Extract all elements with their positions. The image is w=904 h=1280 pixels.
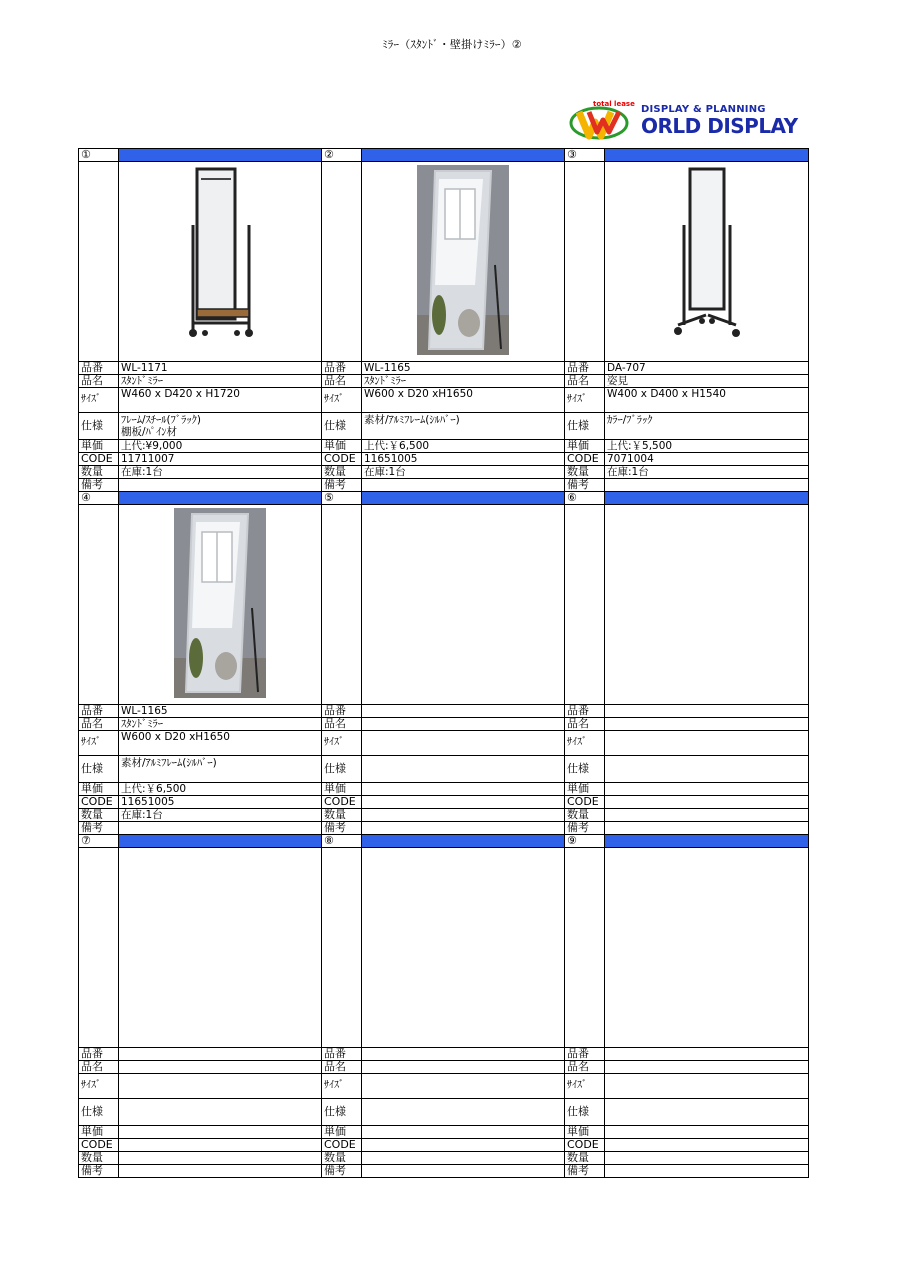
sheet-row [79,783,322,796]
item-shiyou [119,1099,322,1125]
item-number: ⑦ [79,835,119,847]
sheet-row [565,149,809,162]
product-block [79,149,809,492]
item-number: ② [322,149,362,161]
item-tanka [119,1126,322,1138]
product-sheet [78,148,809,1178]
row-label: 備考 [322,822,362,834]
header-bar [119,492,322,504]
row-label: 仕様 [565,756,605,782]
item-hinmei: ｽﾀﾝﾄﾞﾐﾗｰ [119,375,322,387]
item-bikou [119,479,322,491]
item-code: 11711007 [119,453,322,465]
row-label: 仕様 [79,756,119,782]
row-label: 品番 [79,705,119,717]
item-bikou [119,822,322,834]
row-label: 備考 [79,822,119,834]
sheet-row [322,848,565,1048]
sheet-row [79,705,322,718]
row-label: 品名 [565,1061,605,1073]
row-label: 品番 [79,362,119,374]
item-hinban: WL-1171 [119,362,322,374]
product-card [79,835,322,1178]
item-size [119,1074,322,1098]
item-hinban [605,1048,809,1060]
row-label: 品番 [322,1048,362,1060]
sheet-row [79,835,322,848]
item-shiyou [362,1099,565,1125]
sheet-row [322,162,565,362]
spec-line: ｶﾗｰ/ﾌﾞﾗｯｸ [607,414,653,426]
sheet-row [322,731,565,756]
item-size [605,731,809,755]
product-image-cell [362,162,565,361]
row-label: 品番 [322,705,362,717]
spec-line: ﾌﾚｰﾑ/ｽﾁｰﾙ(ﾌﾞﾗｯｸ) [121,414,201,426]
sheet-row [322,362,565,375]
sheet-row [79,1152,322,1165]
sheet-row [565,1126,809,1139]
standing-mirror-image [175,165,265,340]
sheet-row [79,453,322,466]
row-label: 備考 [565,1165,605,1177]
header-bar [119,835,322,847]
header-bar [362,149,565,161]
item-suuryou [605,1152,809,1164]
sheet-row [322,413,565,440]
item-suuryou [362,1152,565,1164]
row-label [322,162,362,361]
row-label: ｻｲｽﾞ [565,388,605,412]
row-label: ｻｲｽﾞ [322,388,362,412]
sheet-row [322,1048,565,1061]
product-image-cell [605,162,809,361]
logo-name: ORLD DISPLAY [641,114,798,138]
row-label: 単価 [322,783,362,795]
item-shiyou [605,756,809,782]
row-label [79,505,119,704]
product-card [565,835,809,1178]
header-bar [605,492,809,504]
item-hinmei [119,1061,322,1073]
item-size: W600 x D20 xH1650 [119,731,322,755]
item-hinmei [605,718,809,730]
sheet-row [565,796,809,809]
row-label: 備考 [322,1165,362,1177]
row-label: 品番 [565,705,605,717]
product-block [79,835,809,1178]
row-label: 品名 [565,375,605,387]
sheet-row [565,731,809,756]
row-label: 仕様 [565,1099,605,1125]
sheet-row [322,796,565,809]
item-bikou [605,822,809,834]
sheet-row [322,1061,565,1074]
logo-subtitle: DISPLAY & PLANNING [641,104,766,115]
product-image-cell [362,848,565,1047]
sheet-row [565,453,809,466]
sheet-row [322,492,565,505]
header-bar [362,835,565,847]
sheet-row [79,362,322,375]
product-block [79,492,809,835]
sheet-row [322,388,565,413]
sheet-row [322,453,565,466]
row-label: 備考 [565,479,605,491]
item-size [362,731,565,755]
row-label: CODE [322,796,362,808]
item-suuryou: 在庫:1台 [119,466,322,478]
sheet-row [565,1139,809,1152]
row-label: 単価 [322,1126,362,1138]
row-label: CODE [79,1139,119,1151]
item-size: W600 x D20 xH1650 [362,388,565,412]
row-label: CODE [322,1139,362,1151]
sheet-row [79,375,322,388]
item-size [605,1074,809,1098]
sheet-row [79,466,322,479]
item-tanka: 上代:￥6,500 [362,440,565,452]
sheet-row [565,1099,809,1126]
row-label: ｻｲｽﾞ [79,1074,119,1098]
header-bar [605,835,809,847]
row-label: ｻｲｽﾞ [79,731,119,755]
item-hinban [362,1048,565,1060]
sheet-row [322,718,565,731]
sheet-row [322,1099,565,1126]
sheet-row [79,1099,322,1126]
item-hinban: WL-1165 [119,705,322,717]
row-label: 単価 [322,440,362,452]
row-label: 数量 [322,466,362,478]
product-card [565,492,809,835]
sheet-row [322,756,565,783]
row-label: 品番 [79,1048,119,1060]
sheet-row [565,362,809,375]
sheet-row [565,466,809,479]
item-code [605,1139,809,1151]
row-label: 備考 [79,1165,119,1177]
cheval-mirror-image [672,165,742,340]
sheet-row [322,822,565,835]
row-label: 品番 [322,362,362,374]
row-label: CODE [79,796,119,808]
row-label: 数量 [565,1152,605,1164]
row-label: 数量 [79,1152,119,1164]
sheet-row [322,149,565,162]
item-bikou [119,1165,322,1177]
row-label: 仕様 [322,1099,362,1125]
sheet-row [322,1152,565,1165]
row-label: CODE [565,453,605,465]
item-number: ④ [79,492,119,504]
row-label: 品名 [322,718,362,730]
product-image-cell [119,505,322,704]
sheet-row [79,505,322,705]
row-label: 単価 [565,440,605,452]
product-card [322,492,565,835]
w-logo-icon [569,106,639,140]
sheet-row [79,1074,322,1099]
item-code [362,796,565,808]
item-tanka [362,783,565,795]
row-label: 品名 [565,718,605,730]
item-suuryou [362,809,565,821]
row-label: ｻｲｽﾞ [565,731,605,755]
sheet-row [322,505,565,705]
product-image-cell [605,848,809,1047]
header-bar [119,149,322,161]
sheet-row [322,1126,565,1139]
row-label: 仕様 [322,756,362,782]
row-label: 品番 [565,362,605,374]
row-label: 備考 [565,822,605,834]
sheet-row [79,413,322,440]
sheet-row [79,756,322,783]
item-size: W400 x D400 x H1540 [605,388,809,412]
leaning-mirror-image [417,165,509,355]
row-label: 品番 [565,1048,605,1060]
item-bikou [362,479,565,491]
row-label: 仕様 [322,413,362,439]
product-card [322,149,565,492]
item-suuryou: 在庫:1台 [362,466,565,478]
item-tanka [362,1126,565,1138]
sheet-row [565,705,809,718]
product-card [565,149,809,492]
sheet-row [79,822,322,835]
row-label: 単価 [565,783,605,795]
sheet-row [565,1061,809,1074]
product-card [322,835,565,1178]
row-label: 数量 [322,1152,362,1164]
item-size [362,1074,565,1098]
item-hinban: DA-707 [605,362,809,374]
sheet-row [565,1048,809,1061]
row-label: 単価 [79,1126,119,1138]
sheet-row [79,1139,322,1152]
sheet-row [79,492,322,505]
sheet-row [79,1061,322,1074]
item-suuryou: 在庫:1台 [119,809,322,821]
row-label: 数量 [565,466,605,478]
spec-line: 棚板/ﾊﾟｲﾝ材 [121,426,178,438]
row-label: 品名 [322,375,362,387]
header-bar [362,492,565,504]
item-hinmei [362,718,565,730]
spec-line: 素材/ｱﾙﾐﾌﾚｰﾑ(ｼﾙﾊﾞｰ) [121,757,217,769]
item-hinmei [362,1061,565,1073]
sheet-row [565,822,809,835]
row-label: CODE [322,453,362,465]
sheet-row [79,718,322,731]
sheet-row [565,413,809,440]
sheet-row [565,848,809,1048]
item-suuryou: 在庫:1台 [605,466,809,478]
row-label: 数量 [79,809,119,821]
item-number: ⑨ [565,835,605,847]
row-label: ｻｲｽﾞ [565,1074,605,1098]
sheet-row [79,1126,322,1139]
sheet-row [322,440,565,453]
sheet-row [79,1165,322,1178]
item-hinban [119,1048,322,1060]
sheet-row [322,466,565,479]
item-hinmei: 姿見 [605,375,809,387]
item-bikou [605,479,809,491]
sheet-row [322,809,565,822]
item-tanka [605,783,809,795]
item-shiyou [119,413,322,439]
item-shiyou [605,1099,809,1125]
sheet-row [79,731,322,756]
sheet-row [79,162,322,362]
item-code [362,1139,565,1151]
world-display-logo [569,100,809,142]
sheet-row [322,705,565,718]
sheet-row [322,479,565,492]
item-tanka: 上代:￥6,500 [119,783,322,795]
row-label: 単価 [565,1126,605,1138]
sheet-row [322,375,565,388]
sheet-row [322,783,565,796]
sheet-row [565,492,809,505]
sheet-row [565,505,809,705]
sheet-row [565,809,809,822]
sheet-row [565,1074,809,1099]
sheet-row [565,718,809,731]
sheet-row [79,796,322,809]
product-card [79,149,322,492]
sheet-row [565,375,809,388]
sheet-row [79,440,322,453]
item-bikou [605,1165,809,1177]
sheet-row [565,388,809,413]
product-image-cell [119,848,322,1047]
item-tanka [605,1126,809,1138]
row-label: 数量 [79,466,119,478]
row-label [79,162,119,361]
sheet-row [565,756,809,783]
sheet-row [79,149,322,162]
row-label: ｻｲｽﾞ [322,1074,362,1098]
sheet-row [322,1139,565,1152]
row-label: ｻｲｽﾞ [79,388,119,412]
sheet-row [565,162,809,362]
item-code: 7071004 [605,453,809,465]
row-label: 数量 [565,809,605,821]
row-label: 備考 [322,479,362,491]
row-label: ｻｲｽﾞ [322,731,362,755]
leaning-mirror-image [174,508,266,698]
sheet-row [79,1048,322,1061]
row-label: 単価 [79,783,119,795]
item-number: ⑥ [565,492,605,504]
row-label: 品名 [79,375,119,387]
row-label [322,848,362,1047]
item-tanka: 上代:¥9,000 [119,440,322,452]
sheet-row [322,835,565,848]
item-bikou [362,1165,565,1177]
item-shiyou [119,756,322,782]
item-hinban [362,705,565,717]
row-label: 品名 [322,1061,362,1073]
product-card [79,492,322,835]
spec-line: 素材/ｱﾙﾐﾌﾚｰﾑ(ｼﾙﾊﾞｰ) [364,414,460,426]
product-image-cell [605,505,809,704]
row-label [565,505,605,704]
row-label: 数量 [322,809,362,821]
item-code: 11651005 [119,796,322,808]
sheet-row [79,848,322,1048]
item-shiyou [362,413,565,439]
sheet-row [565,1165,809,1178]
sheet-row [79,809,322,822]
item-code [119,1139,322,1151]
row-label: 品名 [79,1061,119,1073]
row-label: 仕様 [565,413,605,439]
row-label: 仕様 [79,413,119,439]
item-shiyou [605,413,809,439]
row-label: CODE [565,1139,605,1151]
row-label: CODE [565,796,605,808]
item-hinban [605,705,809,717]
sheet-row [79,388,322,413]
item-tanka: 上代:￥5,500 [605,440,809,452]
row-label [79,848,119,1047]
sheet-row [565,479,809,492]
item-suuryou [119,1152,322,1164]
item-hinmei [605,1061,809,1073]
row-label: CODE [79,453,119,465]
item-code: 11651005 [362,453,565,465]
row-label [322,505,362,704]
page-title: ﾐﾗｰ（ｽﾀﾝﾄﾞ・壁掛けﾐﾗｰ）② [382,38,522,51]
product-image-cell [119,162,322,361]
item-shiyou [362,756,565,782]
item-number: ⑧ [322,835,362,847]
item-size: W460 x D420 x H1720 [119,388,322,412]
item-code [605,796,809,808]
row-label: 単価 [79,440,119,452]
logo-tagline: total lease [593,100,635,108]
item-bikou [362,822,565,834]
sheet-row [322,1074,565,1099]
item-number: ① [79,149,119,161]
sheet-row [322,1165,565,1178]
sheet-row [565,1152,809,1165]
row-label: 品名 [79,718,119,730]
sheet-row [565,440,809,453]
item-suuryou [605,809,809,821]
item-number: ⑤ [322,492,362,504]
sheet-row [565,835,809,848]
sheet-row [565,783,809,796]
header-bar [605,149,809,161]
row-label: 備考 [79,479,119,491]
row-label [565,848,605,1047]
item-hinmei: ｽﾀﾝﾄﾞﾐﾗｰ [119,718,322,730]
row-label: 仕様 [79,1099,119,1125]
item-hinban: WL-1165 [362,362,565,374]
sheet-row [79,479,322,492]
product-image-cell [362,505,565,704]
row-label [565,162,605,361]
item-hinmei: ｽﾀﾝﾄﾞﾐﾗｰ [362,375,565,387]
item-number: ③ [565,149,605,161]
